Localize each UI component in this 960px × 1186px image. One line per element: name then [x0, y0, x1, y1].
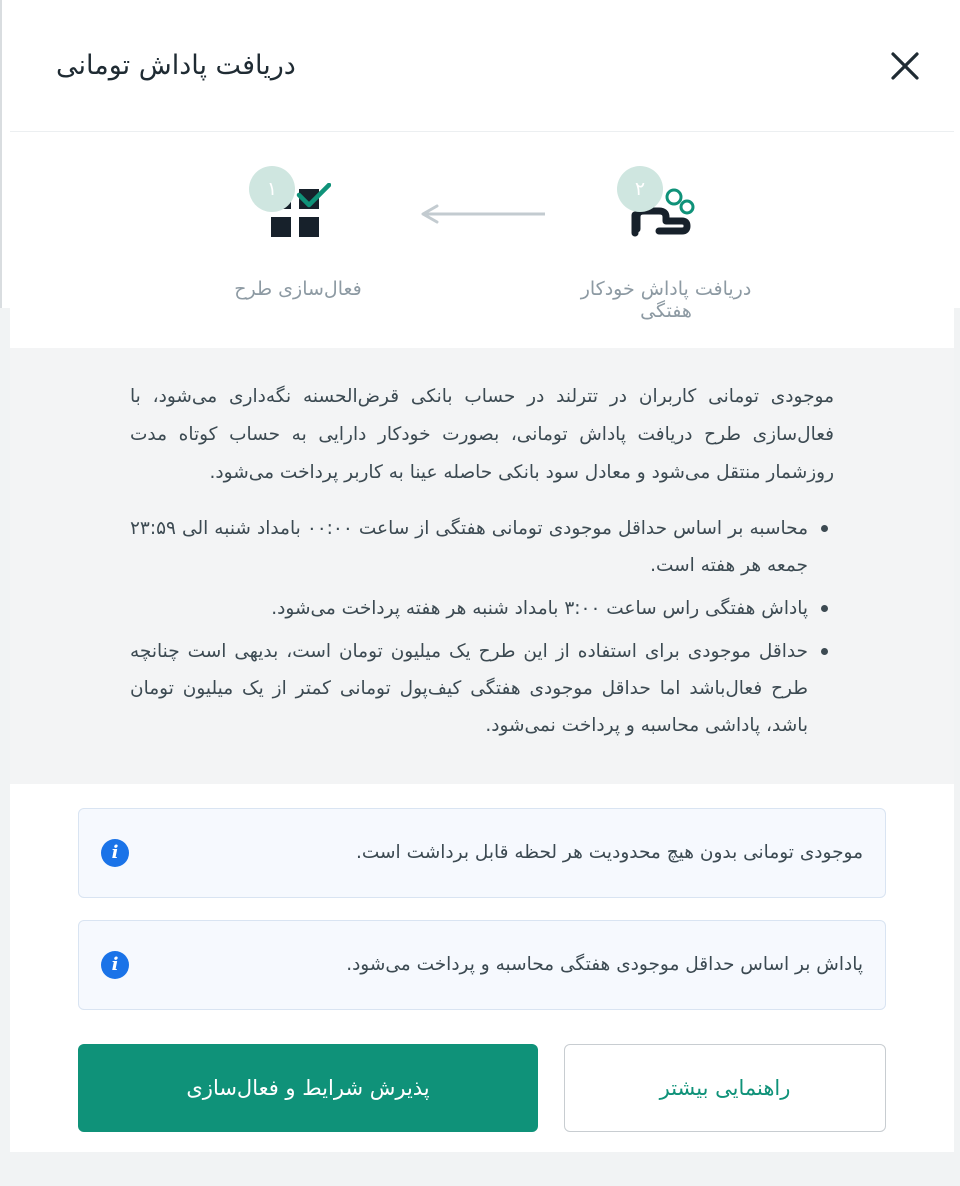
modal-header [10, 0, 954, 132]
step-1-label: فعال‌سازی طرح [234, 278, 362, 300]
note-weekly-minimum [78, 920, 886, 1010]
reward-activation-modal [10, 0, 954, 1152]
note-text: پاداش بر اساس حداقل موجودی هفتگی محاسبه و پرداخت می‌شود. [346, 953, 863, 975]
notes-section [10, 784, 954, 1032]
description-block [10, 348, 954, 784]
close-icon[interactable] [882, 43, 928, 89]
info-icon: i [101, 839, 129, 867]
step-1-activate-plan [189, 166, 407, 300]
stepper [10, 132, 954, 348]
note-withdraw-anytime [78, 808, 886, 898]
step-1-icon-wrap [243, 166, 353, 262]
list-item: محاسبه بر اساس حداقل موجودی تومانی هفتگی از ساعت ۰۰:۰۰ بامداد شنبه الی ۲۳:۵۹ جمعه هر هفته است. [130, 510, 808, 584]
background-left-strip [0, 0, 10, 308]
note-text: موجودی تومانی بدون هیچ محدودیت هر لحظه قابل برداشت است. [356, 841, 863, 863]
action-buttons [10, 1032, 954, 1132]
modal-footer-space [10, 1132, 954, 1152]
arrow-left-icon [407, 166, 557, 262]
description-paragraph: موجودی تومانی کاربران در تترلند در حساب بانکی قرض‌الحسنه نگه‌داری می‌شود، با فعال‌سازی طرح دریافت پاداش تومانی، بصورت خودکار دارایی به حساب کوتاه مدت روزشمار منتقل می‌شود و معادل سود بانکی حاصله عینا به کاربر پرداخت می‌شود. [130, 386, 834, 483]
accept-and-activate-button[interactable]: پذیرش شرایط و فعال‌سازی [78, 1044, 538, 1132]
more-help-button[interactable]: راهنمایی بیشتر [564, 1044, 886, 1132]
list-item: حداقل موجودی برای استفاده از این طرح یک میلیون تومان است، بدیهی است چنانچه طرح فعال‌باشد اما حداقل موجودی هفتگی کیف‌پول تومانی کمتر از یک میلیون تومان باشد، پاداشی محاسبه و پرداخت نمی‌شود. [130, 633, 808, 744]
background-right-strip [954, 0, 960, 308]
list-item: پاداش هفتگی راس ساعت ۳:۰۰ بامداد شنبه هر هفته پرداخت می‌شود. [130, 590, 808, 627]
step-2-badge: ۲ [617, 166, 663, 212]
description-bullet-list [130, 510, 834, 744]
page-title: دریافت پاداش تومانی [56, 50, 296, 81]
step-2-receive-reward [557, 166, 775, 322]
step-2-label: دریافت پاداش خودکار هفتگی [580, 278, 752, 322]
step-2-icon-wrap [611, 166, 721, 262]
step-1-badge: ۱ [249, 166, 295, 212]
info-icon: i [101, 951, 129, 979]
